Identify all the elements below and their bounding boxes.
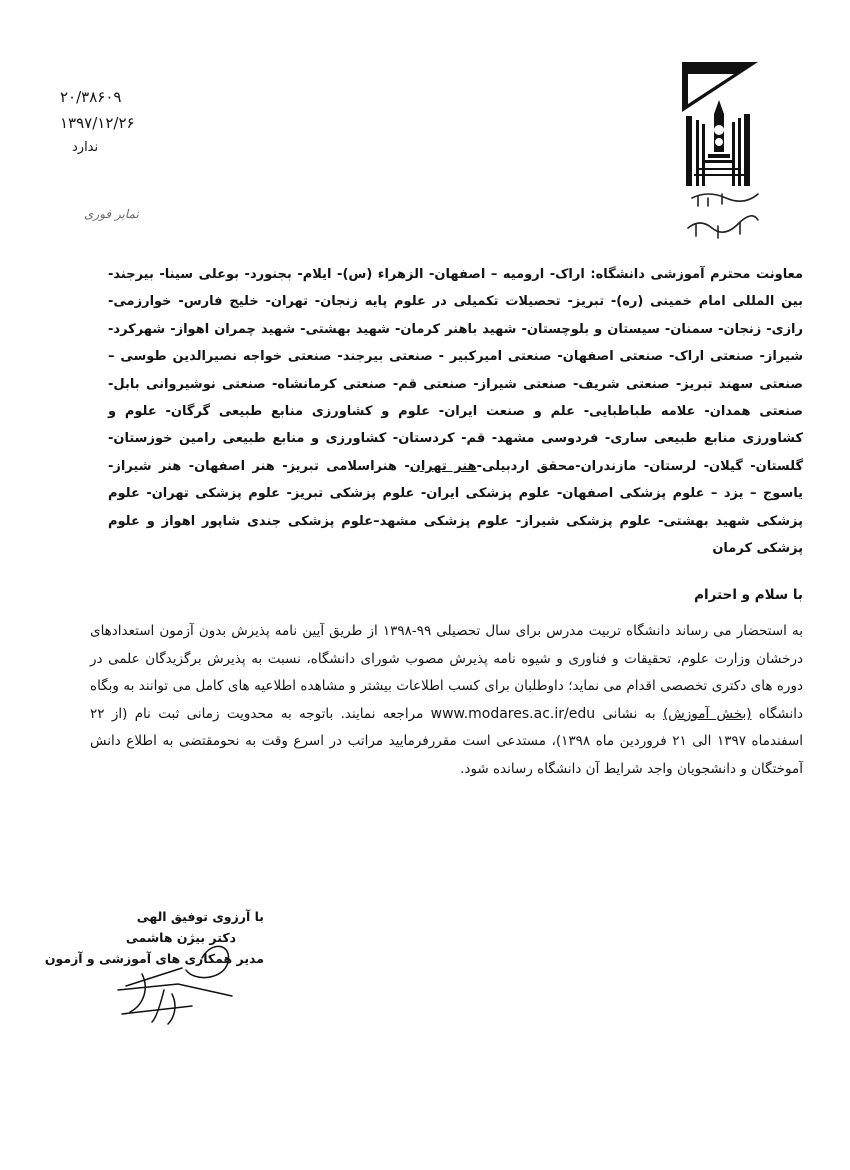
body-part-1: به استحضار می رساند دانشگاه تربیت مدرس برای سال تحصیلی ۹۹-۱۳۹۸ از طریق آیین نامه پذیرش بدون آزمون استعدادهای درخشان وزارت علوم، تحقیقات و فناوری و شیوه نامه پذیرش مصوب شورای دانشگاه، نسبت به پذیرش برگزیدگان علمی در دوره های دکتری تخصصی اقدام می نماید؛ داوطلبان برای کسب اطلاعات بیشتر و مشاهده اطلاعیه های کامل می توانند به وبگاه دانشگاه <box>90 623 804 722</box>
recipients-suffix: - هنراسلامی تبریز- هنر اصفهان- هنر شیراز- یاسوج – یزد – علوم پزشکی اصفهان- علوم پزشکی ایران- علوم پزشکی تبریز- علوم پزشکی تهران- علوم پزشکی شهید بهشتی- علوم پزشکی شیراز- علوم پزشکی مشهد–علوم پزشکی جندی شاپور اهواز و علوم پزشکی کرمان <box>108 458 803 557</box>
website-url: www.modares.ac.ir/edu <box>430 705 596 722</box>
fax-note: نمابر فوری <box>84 207 139 221</box>
letter-body <box>90 618 803 784</box>
letter-number: ۲۰/۳۸۶۰۹ <box>60 88 122 106</box>
handwritten-signature-icon <box>82 910 272 1030</box>
body-part-2: به نشانی <box>595 705 663 722</box>
greeting: با سلام و احترام <box>694 587 803 603</box>
signature-name: دکتر بیژن هاشمی <box>125 930 236 945</box>
letter-meta <box>60 84 160 160</box>
signature-closing: با آرزوی توفیق الهی <box>136 909 264 924</box>
recipients-prefix: معاونت محترم آموزشی دانشگاه: اراک- ارومیه – اصفهان- الزهراء (س)- ایلام- بجنورد- بوعلی سینا- بیرجند- بین المللی امام خمینی (ره)- تبریز- تحصیلات تکمیلی در علوم پایه زنجان- تهران- خلیج فارس- خوارزمی- رازی- زنجان- سمنان- سیستان و بلوچستان- شهید باهنر کرمان- شهید بهشتی- شهید چمران اهواز- شهرکرد- شیراز- صنعتی اراک- صنعتی اصفهان- صنعتی امیرکبیر - صنعتی بیرجند- صنعتی خواجه نصیرالدین طوسی – صنعتی سهند تبریز- صنعتی شریف- صنعتی شیراز- صنعتی قم- صنعتی کرمانشاه- صنعتی نوشیروانی بابل-صنعتی همدان- علامه طباطبایی- علم و صنعت ایران- علوم و کشاورزی منابع طبیعی گرگان- علوم و کشاورزی منابع طبیعی ساری- فردوسی مشهد- قم- کردستان- کشاورزی و منابع طبیعی رامین خوزستان- گلستان- گیلان- لرستان- مازندران-محقق اردبیلی- <box>108 267 803 474</box>
body-part-underlined: (بخش آموزش) <box>662 705 752 722</box>
university-logo-icon <box>678 60 760 250</box>
letter-attachment: ندارد <box>72 140 99 155</box>
body-part-3: مراجعه نمایند. باتوجه به محدویت زمانی ثبت نام (از ۲۲ اسفندماه ۱۳۹۷ الی ۲۱ فروردین ماه ۱۳۹۸)، مستدعی است مقررفرمایید مراتب در اسرع وقت به نحومقتضی به اطلاع دانش آموختگان و دانشجویان واجد شرایط آن دانشگاه رسانده شود. <box>90 705 804 777</box>
letter-date: ۱۳۹۷/۱۲/۲۶ <box>60 114 135 132</box>
recipients-underlined: هنر تهران <box>409 458 477 474</box>
recipients-block <box>108 261 803 562</box>
signature-title: مدیر همکاری های آموزشی و آزمون <box>44 951 264 966</box>
